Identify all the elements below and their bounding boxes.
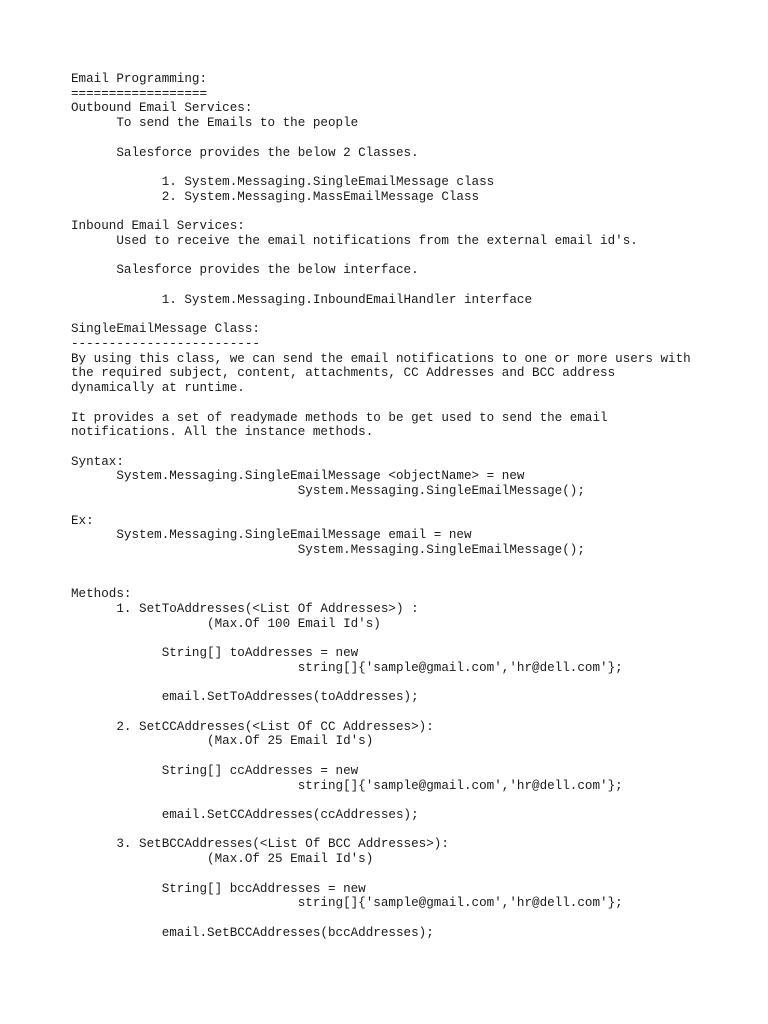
document-line: SingleEmailMessage Class: xyxy=(71,322,260,337)
document-line: 2. SetCCAddresses(<List Of CC Addresses>): xyxy=(71,719,434,734)
document-line: Inbound Email Services: xyxy=(71,219,245,234)
document-line xyxy=(71,675,751,690)
document-line: Methods: xyxy=(71,587,132,602)
document-line: the required subject, content, attachments, CC Addresses and BCC address xyxy=(71,366,616,381)
document-line: string[]{'sample@gmail.com','hr@dell.com'}; xyxy=(71,660,623,675)
document-line xyxy=(71,278,751,293)
document-line: string[]{'sample@gmail.com','hr@dell.com'}; xyxy=(71,896,623,911)
document-line xyxy=(71,160,751,175)
document-line: By using this class, we can send the email notifications to one or more users with xyxy=(71,351,691,366)
document-line xyxy=(71,499,751,514)
document-line: Salesforce provides the below 2 Classes. xyxy=(71,145,419,160)
document-line: 3. SetBCCAddresses(<List Of BCC Addresses>): xyxy=(71,837,449,852)
document-line: String[] toAddresses = new xyxy=(71,646,359,661)
document-line xyxy=(71,749,751,764)
document-line xyxy=(71,131,751,146)
document-line: System.Messaging.SingleEmailMessage(); xyxy=(71,484,585,499)
document-line xyxy=(71,867,751,882)
document-line: Ex: xyxy=(71,513,94,528)
document-line: Salesforce provides the below interface. xyxy=(71,263,419,278)
document-line: String[] ccAddresses = new xyxy=(71,763,359,778)
document-line: ================== xyxy=(71,86,208,101)
document-line xyxy=(71,204,751,219)
document-line xyxy=(71,440,751,455)
document-line: 1. SetToAddresses(<List Of Addresses>) : xyxy=(71,601,419,616)
document-line: String[] bccAddresses = new xyxy=(71,881,366,896)
document-line: email.SetCCAddresses(ccAddresses); xyxy=(71,807,419,822)
document-line xyxy=(71,793,751,808)
document-line xyxy=(71,823,751,838)
document-line: dynamically at runtime. xyxy=(71,381,245,396)
document-line: System.Messaging.SingleEmailMessage(); xyxy=(71,543,585,557)
document-line: (Max.Of 25 Email Id's) xyxy=(71,852,374,867)
document-line: Syntax: xyxy=(71,454,124,469)
document-line: email.SetBCCAddresses(bccAddresses); xyxy=(71,925,434,940)
document-line: 2. System.Messaging.MassEmailMessage Class xyxy=(71,189,480,204)
document-line: notifications. All the instance methods. xyxy=(71,425,374,440)
document-line: 1. System.Messaging.SingleEmailMessage class xyxy=(71,175,495,190)
document-line xyxy=(71,572,751,587)
document-line: System.Messaging.SingleEmailMessage <objectName> = new xyxy=(71,469,525,484)
document-line xyxy=(71,631,751,646)
document-line: To send the Emails to the people xyxy=(71,116,359,131)
document-line: It provides a set of readymade methods to be get used to send the email xyxy=(71,410,608,425)
document-page xyxy=(71,72,751,940)
document-line: (Max.Of 25 Email Id's) xyxy=(71,734,374,749)
document-line: (Max.Of 100 Email Id's) xyxy=(71,616,381,631)
document-line: string[]{'sample@gmail.com','hr@dell.com'}; xyxy=(71,778,623,793)
document-line xyxy=(71,558,751,573)
document-line: Used to receive the email notifications from the external email id's. xyxy=(71,233,638,248)
document-line: Email Programming: xyxy=(71,72,208,86)
document-line: Outbound Email Services: xyxy=(71,101,253,116)
document-line: ------------------------- xyxy=(71,336,260,351)
document-line xyxy=(71,705,751,720)
document-line xyxy=(71,308,751,323)
document-line xyxy=(71,249,751,264)
document-line: System.Messaging.SingleEmailMessage email = new xyxy=(71,528,472,543)
document-line xyxy=(71,396,751,411)
document-line xyxy=(71,911,751,926)
document-line: email.SetToAddresses(toAddresses); xyxy=(71,690,419,705)
document-line: 1. System.Messaging.InboundEmailHandler interface xyxy=(71,292,533,307)
